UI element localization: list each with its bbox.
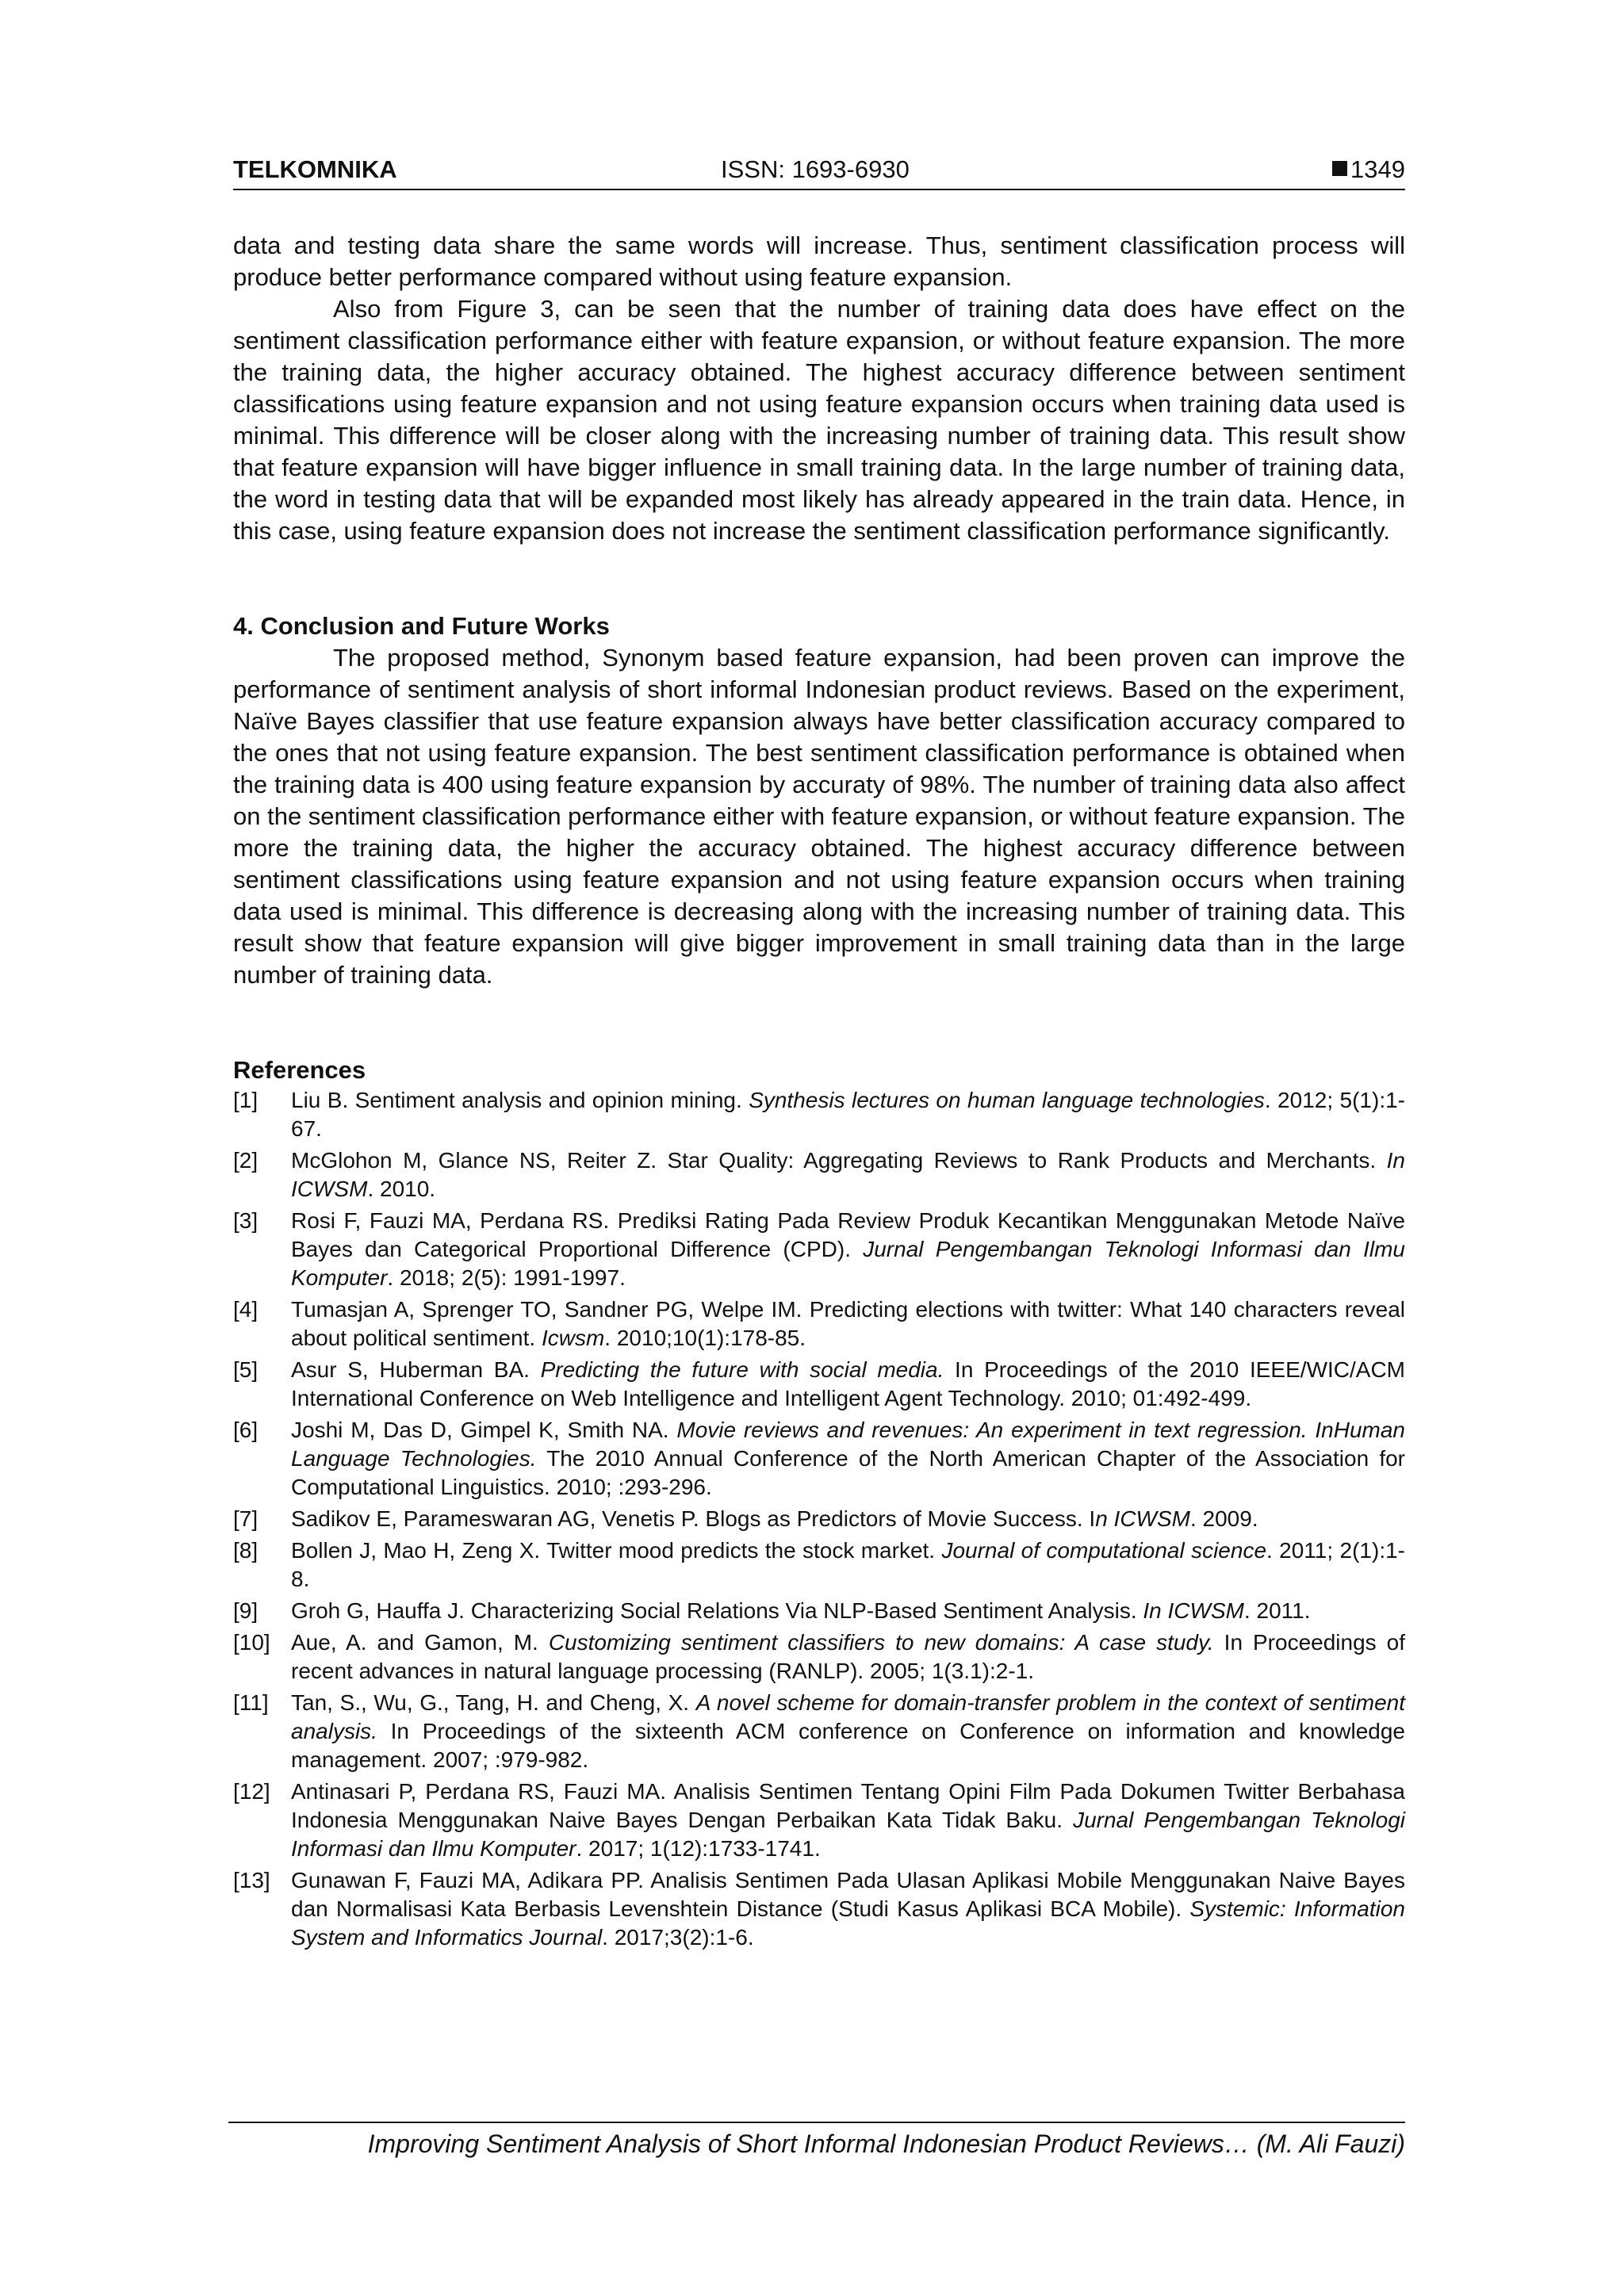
reference-text-plain: Asur S, Huberman BA. <box>291 1357 541 1382</box>
page-header <box>233 155 1405 190</box>
reference-item <box>233 1689 1405 1774</box>
reference-text <box>291 1777 1405 1863</box>
reference-text-plain: Bollen J, Mao H, Zeng X. Twitter mood predicts the stock market. <box>291 1538 942 1563</box>
reference-text-plain: Tan, S., Wu, G., Tang, H. and Cheng, X. <box>291 1690 696 1715</box>
reference-text-italic: In ICWSM <box>1143 1598 1244 1623</box>
reference-number: [11] <box>233 1690 269 1715</box>
reference-item <box>233 1086 1405 1143</box>
reference-text-plain: The 2010 Annual Conference of the North American Chapter of the Association for Computational Linguistics. 2010; :293-296. <box>291 1446 1405 1499</box>
reference-text-italic: Icwsm <box>541 1326 605 1350</box>
reference-text-plain: Tumasjan A, Sprenger TO, Sandner PG, Welpe IM. Predicting elections with twitter: What 140 characters reveal about political sentiment. <box>291 1297 1405 1350</box>
reference-text <box>291 1536 1405 1594</box>
footer-rule <box>228 2122 1405 2123</box>
reference-text-plain: . 2011; 2(1):1-8. <box>291 1538 1405 1591</box>
reference-text <box>291 1356 1405 1413</box>
page-number-value: 1349 <box>1350 155 1405 183</box>
reference-text <box>291 1086 1405 1143</box>
reference-list <box>233 1086 1405 1952</box>
reference-text-plain: Rosi F, Fauzi MA, Perdana RS. Prediksi Rating Pada Review Produk Kecantikan Menggunakan Metode Naïve Bayes dan Categorical Proportional Difference (CPD). <box>291 1208 1405 1261</box>
reference-item <box>233 1866 1405 1952</box>
journal-name: TELKOMNIKA <box>233 155 397 183</box>
spacer <box>233 547 1405 610</box>
page-number <box>1332 155 1405 184</box>
reference-text-plain: . 2017;3(2):1-6. <box>602 1925 754 1950</box>
reference-text-plain: Joshi M, Das D, Gimpel K, Smith NA. <box>291 1418 677 1442</box>
running-footer: Improving Sentiment Analysis of Short Informal Indonesian Product Reviews… (M. Ali Fauzi) <box>367 2130 1405 2158</box>
reference-text-plain: . 2010. <box>367 1177 436 1201</box>
reference-text <box>291 1505 1405 1533</box>
header-rule <box>233 189 1405 190</box>
reference-number: [1] <box>233 1088 259 1112</box>
reference-text-italic: A novel scheme for domain-transfer problem in the context of sentiment analysis. <box>291 1690 1406 1743</box>
reference-text <box>291 1207 1405 1292</box>
reference-item <box>233 1207 1405 1292</box>
reference-text-plain: . 2011. <box>1243 1598 1311 1623</box>
reference-text-plain: Aue, A. and Gamon, M. <box>291 1630 549 1655</box>
reference-number: [13] <box>233 1868 270 1892</box>
reference-text-plain: In Proceedings of the sixteenth ACM conference on Conference on information and knowledge management. 2007; :979-982. <box>291 1719 1405 1772</box>
reference-number: [9] <box>233 1598 259 1623</box>
reference-text-plain: . 2017; 1(12):1733-1741. <box>576 1836 821 1861</box>
reference-number: [8] <box>233 1538 259 1563</box>
reference-text-plain: Gunawan F, Fauzi MA, Adikara PP. Analisis Sentimen Pada Ulasan Aplikasi Mobile Menggunakan Naive Bayes dan Normalisasi Kata Berbasis Levenshtein Distance (Studi Kasus Aplikasi BCA Mobile). <box>291 1868 1405 1921</box>
reference-item <box>233 1416 1405 1502</box>
paragraph: The proposed method, Synonym based feature expansion, had been proven can improve the performance of sentiment analysis of short informal Indonesian product reviews. Based on the experiment, Naïve Bayes classifier that use feature expansion always have better classification accuracy compared to the ones that not using feature expansion. The best sentiment classification performance is obtained when the training data is 400 using feature expansion by accuraty of 98%. The number of training data also affect on the sentiment classification performance either with feature expansion, or without feature expansion. The more the training data, the higher the accuracy obtained. The highest accuracy difference between sentiment classifications using feature expansion and not using feature expansion occurs when training data used is minimal. This difference is decreasing along with the increasing number of training data. This result show that feature expansion will give bigger improvement in small training data than in the large number of training data. <box>233 644 1405 989</box>
reference-item <box>233 1146 1405 1203</box>
reference-text-plain: . 2009. <box>1189 1506 1258 1531</box>
reference-item <box>233 1628 1405 1686</box>
reference-text-italic: Customizing sentiment classifiers to new domains: A case study. <box>548 1630 1214 1655</box>
reference-text-plain: In Proceedings of recent advances in natural language processing (RANLP). 2005; 1(3.1):2-1. <box>291 1630 1405 1683</box>
reference-text-italic: n ICWSM <box>1095 1506 1190 1531</box>
reference-text-italic: Journal of computational science <box>941 1538 1267 1563</box>
reference-number: [6] <box>233 1418 259 1442</box>
reference-item <box>233 1597 1405 1625</box>
spacer <box>233 991 1405 1054</box>
reference-number: [5] <box>233 1357 259 1382</box>
reference-text-plain: Antinasari P, Perdana RS, Fauzi MA. Analisis Sentimen Tentang Opini Film Pada Dokumen Twitter Berbahasa Indonesia Menggunakan Naive Bayes Dengan Perbaikan Kata Tidak Baku. <box>291 1779 1405 1832</box>
reference-text-plain: McGlohon M, Glance NS, Reiter Z. Star Quality: Aggregating Reviews to Rank Products and Merchants. <box>291 1148 1387 1173</box>
reference-number: [10] <box>233 1630 270 1655</box>
references-heading: References <box>233 1056 366 1084</box>
reference-text-italic: In ICWSM <box>291 1148 1405 1201</box>
issn: ISSN: 1693-6930 <box>721 155 910 183</box>
reference-text-plain: . 2012; 5(1):1-67. <box>291 1088 1406 1141</box>
reference-text-italic: Synthesis lectures on human language technologies <box>749 1088 1265 1112</box>
reference-text-plain: Sadikov E, Parameswaran AG, Venetis P. Blogs as Predictors of Movie Success. I <box>291 1506 1096 1531</box>
reference-text-italic: Jurnal Pengembangan Teknologi Informasi dan Ilmu Komputer <box>291 1808 1405 1861</box>
paragraph: data and testing data share the same words will increase. Thus, sentiment classification process will produce better performance compared without using feature expansion. <box>233 232 1405 291</box>
reference-number: [12] <box>233 1779 270 1804</box>
reference-text <box>291 1295 1405 1353</box>
reference-text-italic: Systemic: Information System and Informatics Journal <box>291 1896 1405 1950</box>
reference-item <box>233 1777 1405 1863</box>
reference-text <box>291 1146 1405 1203</box>
square-bullet-icon <box>1332 161 1347 176</box>
reference-number: [4] <box>233 1297 259 1322</box>
reference-text-plain: In Proceedings of the 2010 IEEE/WIC/ACM International Conference on Web Intelligence and Intelligent Agent Technology. 2010; 01:492-499. <box>291 1357 1405 1410</box>
body-text <box>233 230 1405 1955</box>
reference-number: [2] <box>233 1148 259 1173</box>
reference-text <box>291 1597 1405 1625</box>
reference-number: [3] <box>233 1208 259 1233</box>
reference-item <box>233 1356 1405 1413</box>
reference-text-italic: Movie reviews and revenues: An experiment in text regression. InHuman Language Technologies. <box>291 1418 1406 1471</box>
reference-text-italic: Jurnal Pengembangan Teknologi Informasi dan Ilmu Komputer <box>291 1237 1405 1290</box>
reference-text <box>291 1689 1405 1774</box>
reference-text-italic: Predicting the future with social media. <box>540 1357 944 1382</box>
reference-text <box>291 1416 1405 1502</box>
section-heading: 4. Conclusion and Future Works <box>233 612 610 640</box>
reference-text-plain: Groh G, Hauffa J. Characterizing Social Relations Via NLP-Based Sentiment Analysis. <box>291 1598 1143 1623</box>
reference-text <box>291 1628 1405 1686</box>
reference-item <box>233 1295 1405 1353</box>
reference-number: [7] <box>233 1506 259 1531</box>
reference-text-plain: . 2018; 2(5): 1991-1997. <box>387 1265 626 1290</box>
reference-item <box>233 1536 1405 1594</box>
reference-item <box>233 1505 1405 1533</box>
reference-text-plain: Liu B. Sentiment analysis and opinion mining. <box>291 1088 749 1112</box>
paragraph: Also from Figure 3, can be seen that the number of training data does have effect on the sentiment classification performance either with feature expansion, or without feature expansion. The more the training data, the higher accuracy obtained. The highest accuracy difference between sentiment classifications using feature expansion and not using feature expansion occurs when training data used is minimal. This difference will be closer along with the increasing number of training data. This result show that feature expansion will have bigger influence in small training data. In the large number of training data, the word in testing data that will be expanded most likely has already appeared in the train data. Hence, in this case, using feature expansion does not increase the sentiment classification performance significantly. <box>233 295 1405 545</box>
reference-text-plain: . 2010;10(1):178-85. <box>604 1326 806 1350</box>
reference-text <box>291 1866 1405 1952</box>
